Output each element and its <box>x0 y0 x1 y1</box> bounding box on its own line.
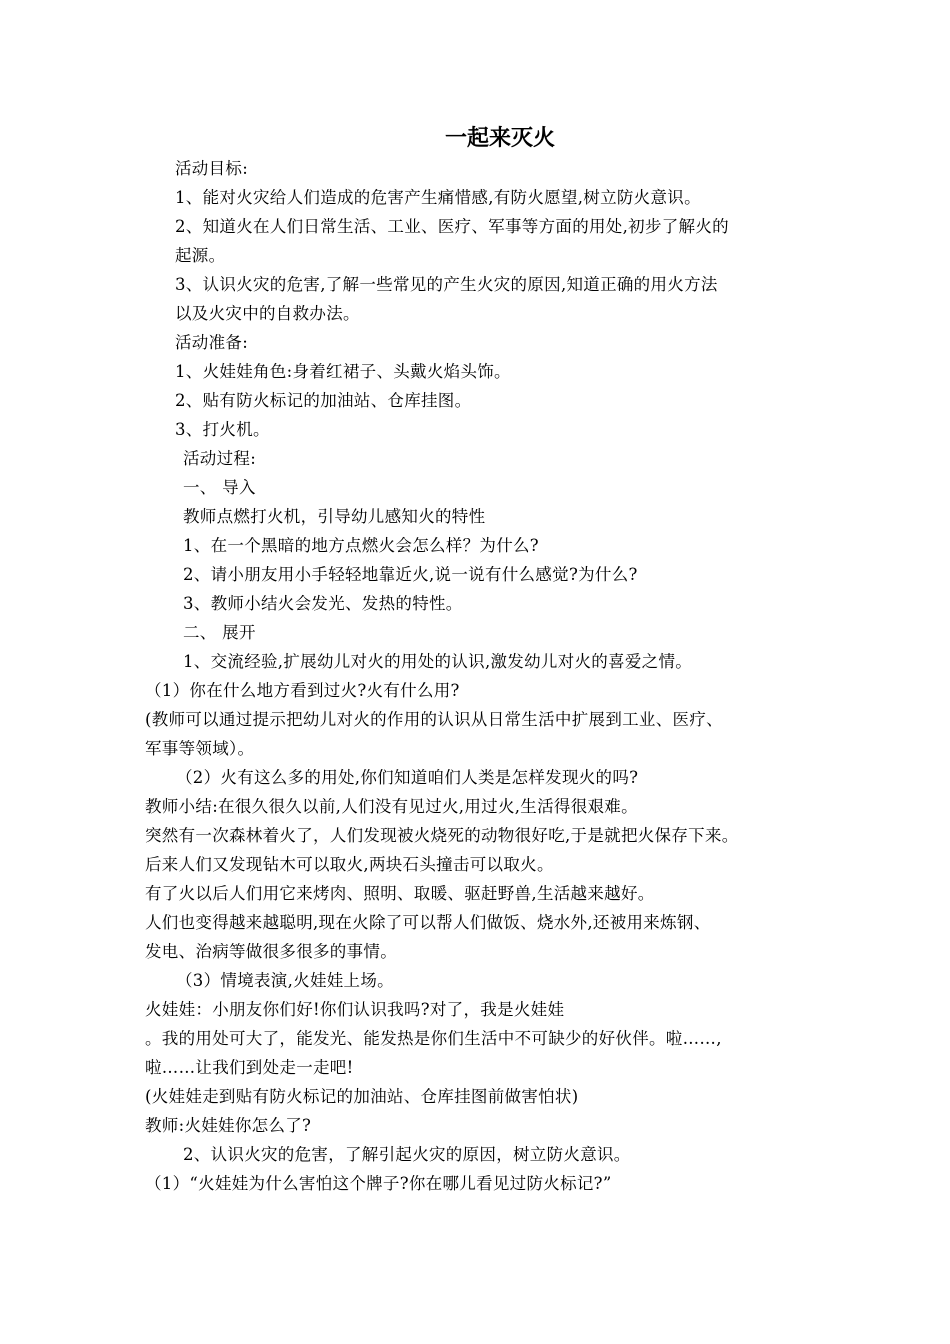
text-line: 2、认识火灾的危害，了解引起火灾的原因，树立防火意识。 <box>183 1145 631 1164</box>
text-line: 3、认识火灾的危害,了解一些常见的产生火灾的原因,知道正确的用火方法 <box>175 275 718 294</box>
text-line: （2）火有这么多的用处,你们知道咱们人类是怎样发现火的吗? <box>176 768 639 787</box>
text-line: 发电、治病等做很多很多的事情。 <box>145 942 397 961</box>
text-line: 人们也变得越来越聪明,现在火除了可以帮人们做饭、烧水外,还被用来炼钢、 <box>145 913 711 932</box>
text-line: 1、火娃娃角色:身着红裙子、头戴火焰头饰。 <box>175 362 511 381</box>
text-line: 2、知道火在人们日常生活、工业、医疗、军事等方面的用处,初步了解火的 <box>175 217 729 236</box>
text-line: 1、交流经验,扩展幼儿对火的用处的认识,激发幼儿对火的喜爱之情。 <box>183 652 693 671</box>
text-line: 火娃娃：小朋友你们好!你们认识我吗?对了，我是火娃娃 <box>145 1000 565 1019</box>
text-line: 教师小结:在很久很久以前,人们没有见过火,用过火,生活得很艰难。 <box>145 797 638 816</box>
text-line: 一、 导入 <box>183 478 256 497</box>
text-line: 活动过程: <box>183 449 257 468</box>
text-line: 有了火以后人们用它来烤肉、照明、取暖、驱赶野兽,生活越来越好。 <box>145 884 655 903</box>
text-line: 啦……让我们到处走一走吧! <box>145 1058 354 1077</box>
text-line: （1）“火娃娃为什么害怕这个牌子?你在哪儿看见过防火标记?” <box>145 1174 612 1193</box>
text-line: 2、贴有防火标记的加油站、仓库挂图。 <box>175 391 472 410</box>
text-line: 军事等领域）。 <box>145 739 255 758</box>
text-line: （3）情境表演,火娃娃上场。 <box>176 971 394 990</box>
text-line: 活动准备: <box>175 333 249 352</box>
text-line: 起源。 <box>175 246 226 265</box>
text-line: 1、能对火灾给人们造成的危害产生痛惜感,有防火愿望,树立防火意识。 <box>175 188 701 207</box>
text-line: 突然有一次森林着火了，人们发现被火烧死的动物很好吃,于是就把火保存下来。 <box>145 826 739 845</box>
text-line: 以及火灾中的自救办法。 <box>175 304 360 323</box>
text-line: (教师可以通过提示把幼儿对火的作用的认识从日常生活中扩展到工业、医疗、 <box>145 710 723 729</box>
text-line: 1、在一个黑暗的地方点燃火会怎么样？为什么? <box>183 536 539 555</box>
text-line: 二、 展开 <box>183 623 256 642</box>
text-line: 活动目标: <box>175 159 249 178</box>
text-line: 2、请小朋友用小手轻轻地靠近火,说一说有什么感觉?为什么? <box>183 565 638 584</box>
text-line: (火娃娃走到贴有防火标记的加油站、仓库挂图前做害怕状) <box>145 1087 579 1106</box>
text-line: 3、打火机。 <box>175 420 270 439</box>
text-line: 3、教师小结火会发光、发热的特性。 <box>183 594 463 613</box>
text-line: （1）你在什么地方看到过火?火有什么用? <box>145 681 460 700</box>
text-line: 教师点燃打火机，引导幼儿感知火的特性 <box>183 507 486 526</box>
text-line: 。我的用处可大了，能发光、能发热是你们生活中不可缺少的好伙伴。啦……, <box>145 1029 722 1048</box>
document-title: 一起来灭火 <box>444 126 555 151</box>
text-line: 教师:火娃娃你怎么了? <box>145 1116 312 1135</box>
text-line: 后来人们又发现钻木可以取火,两块石头撞击可以取火。 <box>145 855 554 874</box>
